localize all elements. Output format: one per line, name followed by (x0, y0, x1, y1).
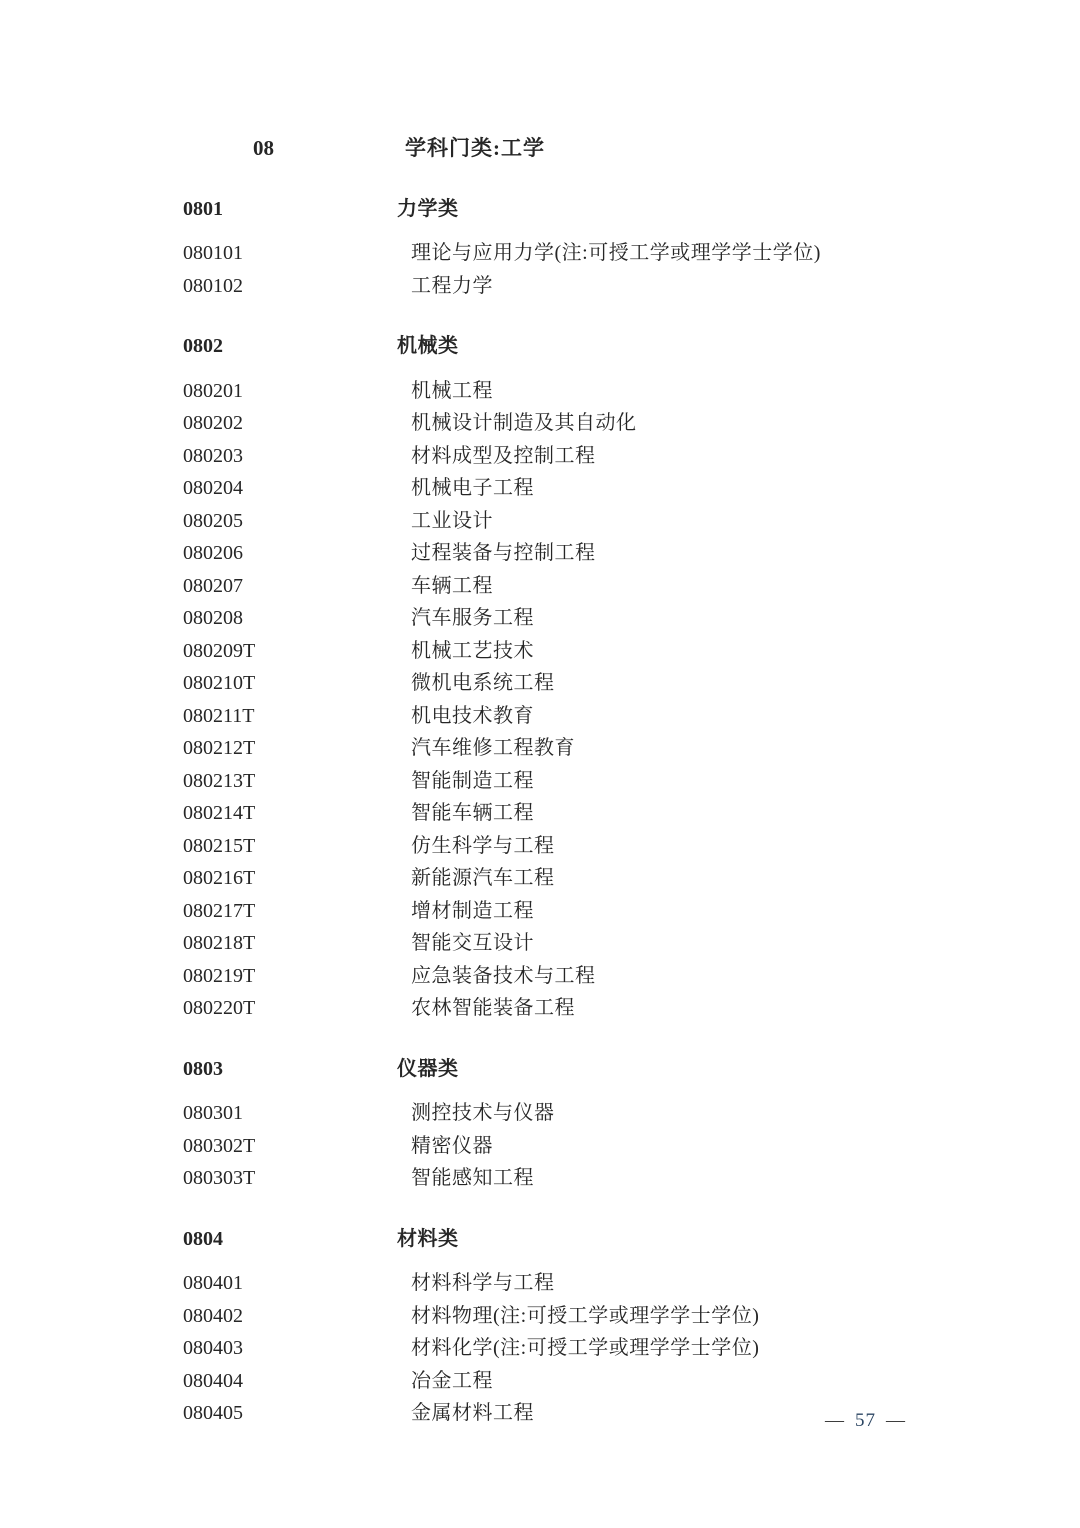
major-row (183, 830, 1040, 863)
major-name: 材料化学(注:可授工学或理学学士学位) (411, 1337, 760, 1359)
major-code: 080203 (183, 444, 243, 467)
section-name: 力学类 (397, 197, 459, 220)
major-row (183, 472, 1040, 505)
page-number: 57 (855, 1410, 876, 1431)
major-row (183, 505, 1040, 538)
section-items (183, 237, 1040, 302)
sections-list (183, 193, 1040, 1430)
major-code: 080219T (183, 964, 256, 987)
major-name: 金属材料工程 (411, 1402, 534, 1424)
section-header-row (183, 193, 1040, 226)
section-name: 材料类 (397, 1227, 459, 1250)
major-code: 080303T (183, 1167, 256, 1189)
major-name: 精密仪器 (411, 1134, 493, 1157)
major-name: 工业设计 (411, 509, 493, 532)
major-code: 080208 (183, 607, 243, 629)
major-name: 冶金工程 (411, 1369, 493, 1392)
major-code: 080214T (183, 802, 256, 824)
major-code: 080210T (183, 672, 256, 694)
section-name: 机械类 (397, 335, 459, 357)
major-row (183, 407, 1040, 440)
section-name: 仪器类 (397, 1057, 459, 1080)
discipline-section (183, 1223, 1040, 1430)
major-code: 080301 (183, 1102, 243, 1124)
major-code: 080220T (183, 997, 256, 1019)
major-code: 080101 (183, 242, 243, 264)
major-code: 080404 (183, 1369, 243, 1392)
major-name: 应急装备技术与工程 (411, 964, 596, 987)
major-code: 080211T (183, 704, 255, 727)
major-name: 汽车维修工程教育 (411, 737, 575, 759)
footer-dash-left: — (825, 1410, 845, 1431)
major-code: 080206 (183, 542, 243, 564)
section-items (183, 1097, 1040, 1195)
section-code: 0802 (183, 335, 223, 357)
major-name: 智能车辆工程 (411, 802, 534, 824)
major-name: 仿生科学与工程 (411, 834, 555, 857)
major-row (183, 765, 1040, 798)
section-header-row (183, 330, 1040, 363)
page-content (183, 132, 1040, 1430)
major-name: 材料成型及控制工程 (411, 444, 596, 467)
page-header (183, 132, 1040, 165)
discipline-section (183, 330, 1040, 1025)
major-row (183, 667, 1040, 700)
major-name: 车辆工程 (411, 574, 493, 597)
major-code: 080216T (183, 867, 256, 889)
section-header-row (183, 1223, 1040, 1256)
page-footer (819, 1404, 912, 1437)
major-code: 080403 (183, 1337, 243, 1359)
footer-dash-right: — (886, 1410, 906, 1431)
major-code: 080212T (183, 737, 256, 759)
discipline-section (183, 193, 1040, 303)
major-row (183, 237, 1040, 270)
discipline-section (183, 1053, 1040, 1195)
major-code: 080207 (183, 574, 243, 597)
major-code: 080401 (183, 1272, 243, 1294)
major-name: 材料物理(注:可授工学或理学学士学位) (411, 1304, 760, 1327)
major-code: 080405 (183, 1402, 243, 1424)
section-header-row (183, 1053, 1040, 1086)
page-title: 学科门类:工学 (405, 136, 545, 160)
section-code: 0801 (183, 197, 223, 220)
major-row (183, 635, 1040, 668)
major-row (183, 927, 1040, 960)
major-name: 汽车服务工程 (411, 607, 534, 629)
major-row (183, 570, 1040, 603)
section-code: 0804 (183, 1227, 223, 1250)
major-code: 080215T (183, 834, 256, 857)
major-row (183, 895, 1040, 928)
major-code: 080205 (183, 509, 243, 532)
major-name: 测控技术与仪器 (411, 1102, 555, 1124)
section-items (183, 375, 1040, 1025)
major-row (183, 270, 1040, 303)
major-name: 智能感知工程 (411, 1167, 534, 1189)
major-row (183, 1300, 1040, 1333)
major-code: 080217T (183, 899, 256, 922)
major-code: 080213T (183, 769, 256, 792)
major-name: 机械电子工程 (411, 477, 534, 499)
major-code: 080302T (183, 1134, 256, 1157)
major-row (183, 602, 1040, 635)
major-code: 080218T (183, 932, 256, 954)
major-name: 智能制造工程 (411, 769, 534, 792)
section-code: 0803 (183, 1057, 223, 1080)
major-row (183, 1130, 1040, 1163)
major-name: 机械工艺技术 (411, 639, 534, 662)
major-row (183, 1097, 1040, 1130)
major-name: 微机电系统工程 (411, 672, 555, 694)
major-row (183, 1162, 1040, 1195)
major-row (183, 700, 1040, 733)
major-code: 080201 (183, 379, 243, 402)
major-name: 智能交互设计 (411, 932, 534, 954)
major-row (183, 797, 1040, 830)
major-name: 材料科学与工程 (411, 1272, 555, 1294)
major-row (183, 992, 1040, 1025)
major-row (183, 1365, 1040, 1398)
major-row (183, 862, 1040, 895)
major-name: 理论与应用力学(注:可授工学或理学学士学位) (411, 242, 821, 264)
major-name: 过程装备与控制工程 (411, 542, 596, 564)
major-name: 机械设计制造及其自动化 (411, 412, 637, 434)
major-row (183, 440, 1040, 473)
major-name: 农林智能装备工程 (411, 997, 575, 1019)
major-row (183, 375, 1040, 408)
major-row (183, 537, 1040, 570)
major-code: 080209T (183, 639, 256, 662)
major-name: 新能源汽车工程 (411, 867, 555, 889)
major-code: 080204 (183, 477, 243, 499)
discipline-category-code: 08 (253, 136, 274, 160)
major-row (183, 960, 1040, 993)
major-name: 机械工程 (411, 379, 493, 402)
major-code: 080102 (183, 274, 243, 297)
major-code: 080402 (183, 1304, 243, 1327)
major-name: 机电技术教育 (411, 704, 534, 727)
major-code: 080202 (183, 412, 243, 434)
major-name: 增材制造工程 (411, 899, 534, 922)
major-row (183, 1267, 1040, 1300)
major-name: 工程力学 (411, 274, 493, 297)
major-row (183, 1332, 1040, 1365)
major-row (183, 732, 1040, 765)
